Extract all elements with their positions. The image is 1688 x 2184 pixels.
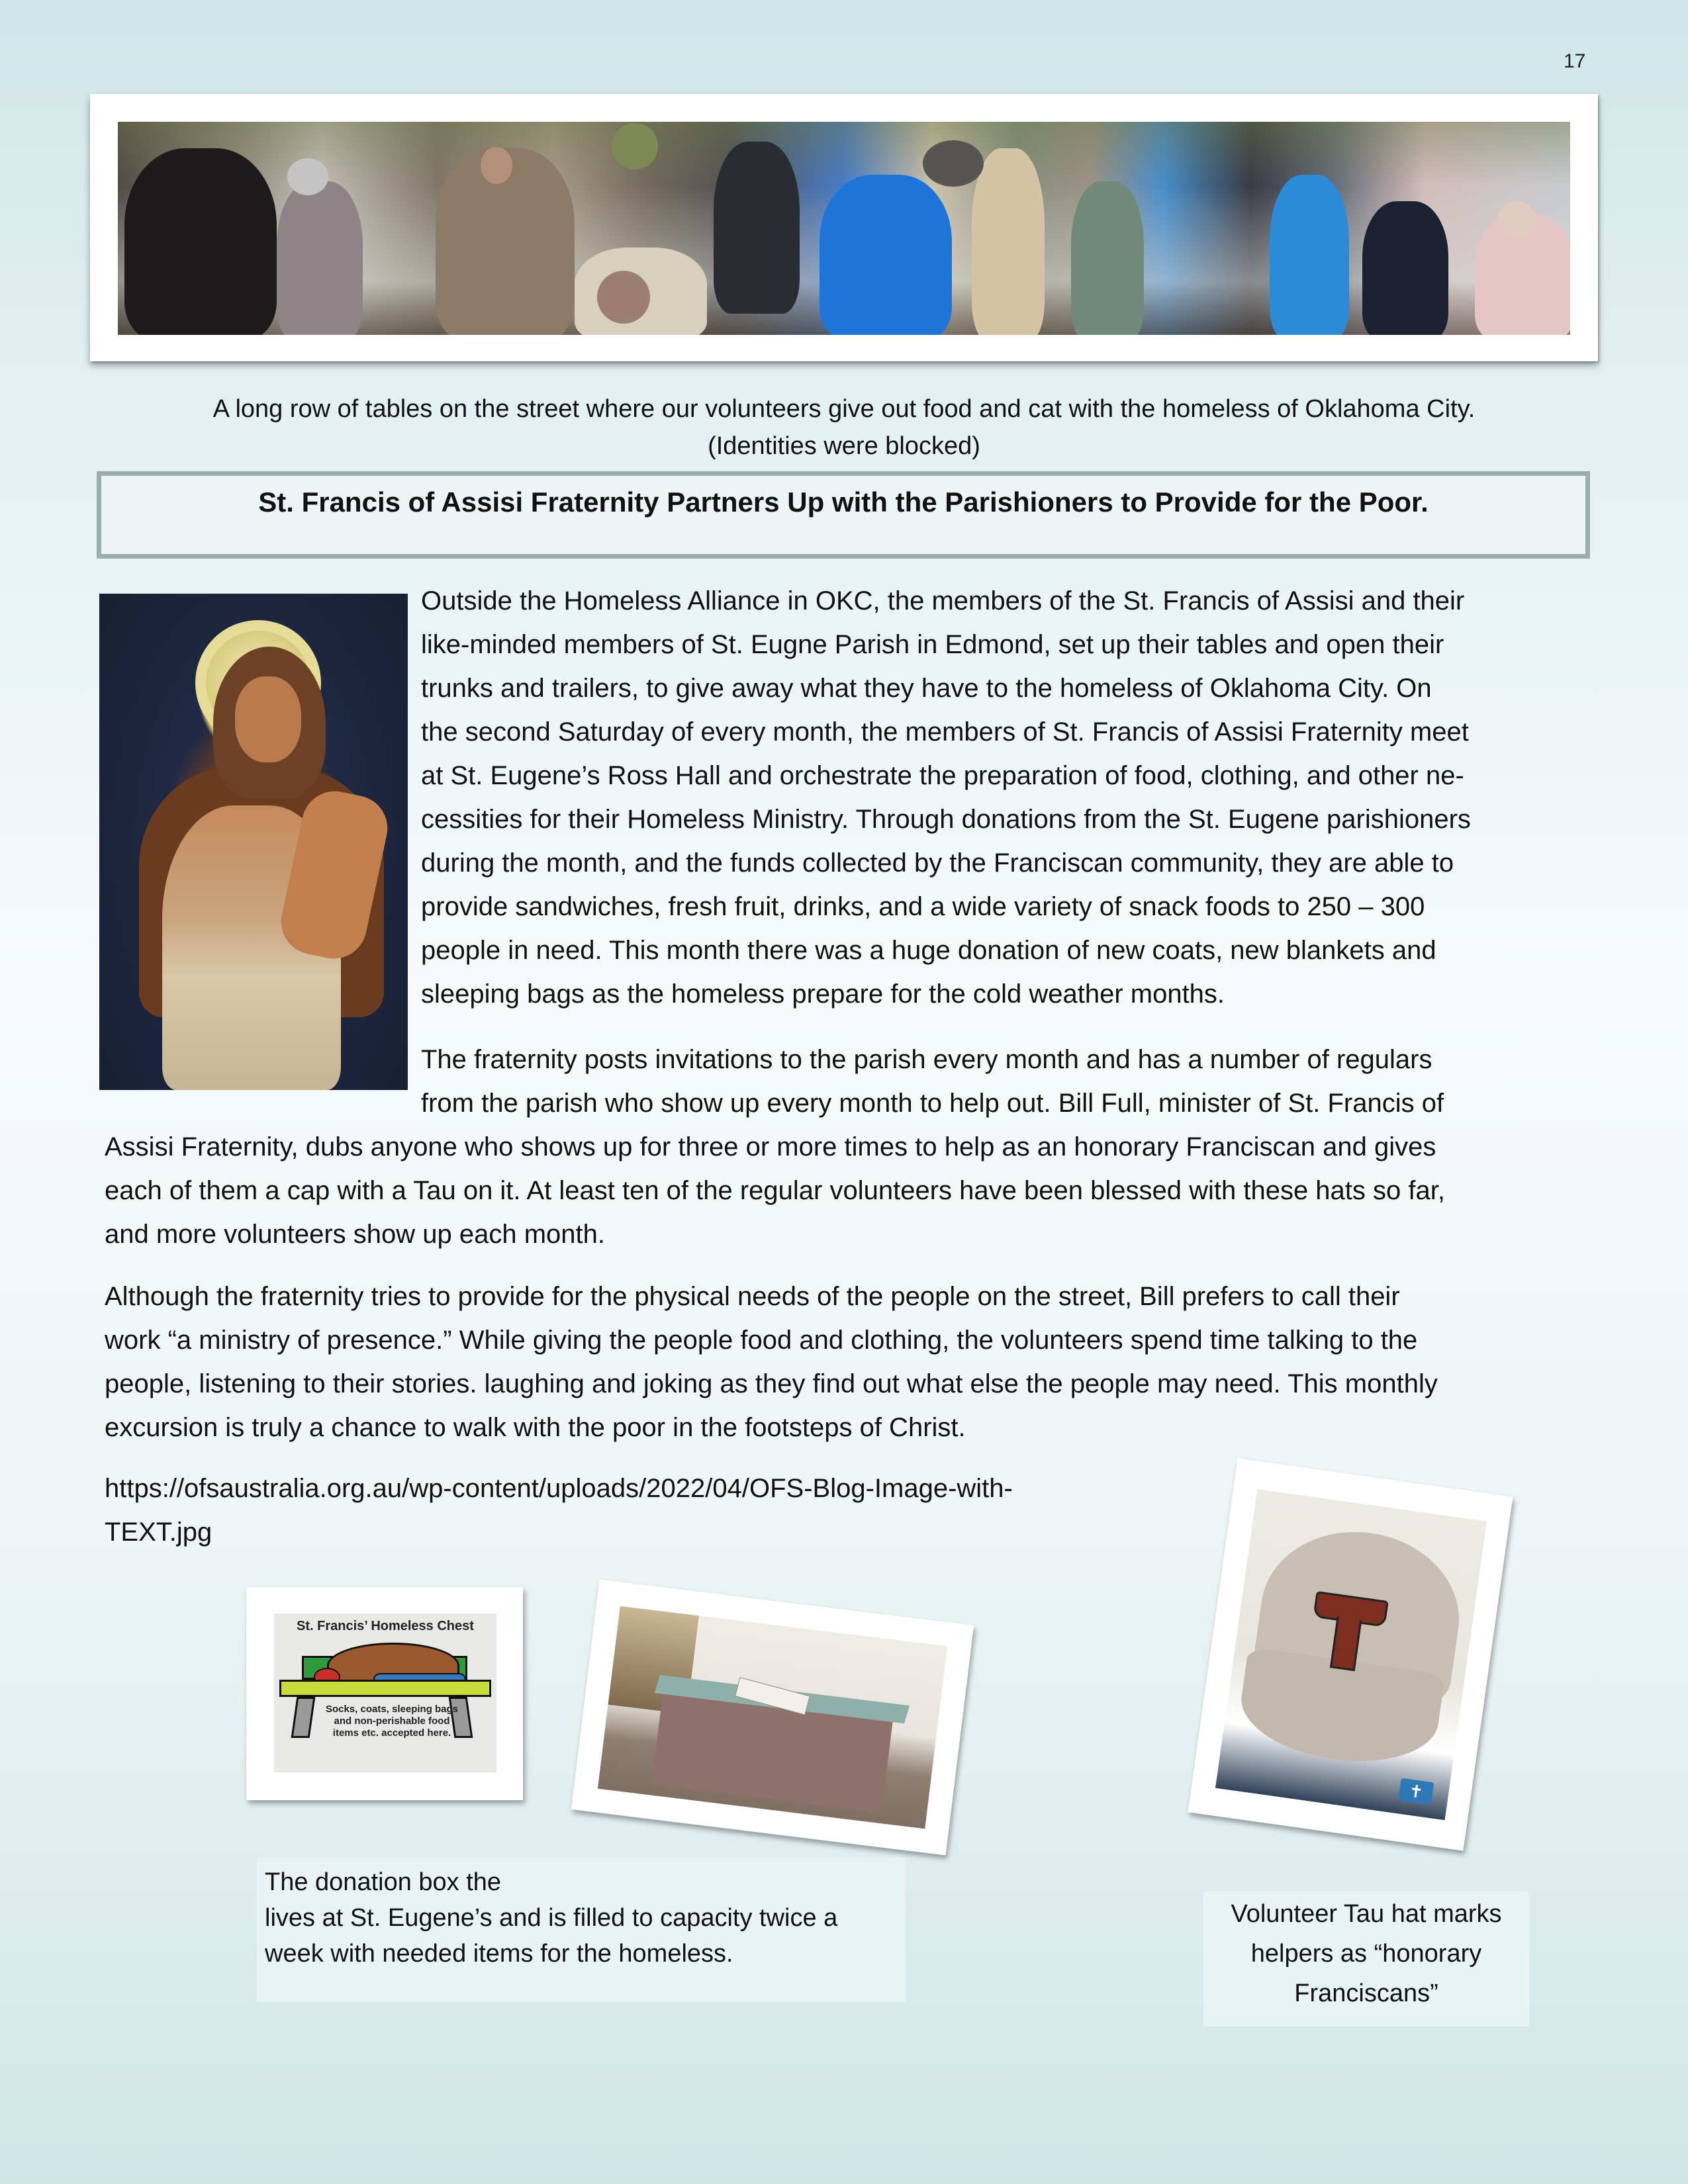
face-blur-2 xyxy=(481,147,512,184)
bench-leg xyxy=(291,1697,316,1738)
paragraph-line: from the parish who show up every month to help out. Bill Full, minister of St. Francis of xyxy=(421,1089,1444,1118)
article-paragraph-1 xyxy=(421,579,1606,1016)
chest-sign-note xyxy=(314,1704,470,1739)
paragraph-line: sleeping bags as the homeless prepare for the cold weather months. xyxy=(421,979,1225,1009)
tau-hat-photo-frame xyxy=(1188,1458,1513,1850)
paragraph-line: Outside the Homeless Alliance in OKC, the members of the St. Francis of Assisi and their xyxy=(421,586,1465,615)
chest-sign-title: St. Francis’ Homeless Chest xyxy=(297,1619,474,1633)
source-url-line: TEXT.jpg xyxy=(105,1518,212,1547)
article-paragraph-2-rest xyxy=(105,1125,1606,1256)
paragraph-line: Assisi Fraternity, dubs anyone who shows up for three or more times to help as an honorary Franciscan and gives xyxy=(105,1132,1436,1161)
sign-note-line: and non-perishable food xyxy=(334,1715,450,1727)
bench-seat xyxy=(279,1680,491,1697)
paragraph-line: Although the fraternity tries to provide for the physical needs of the people on the street, Bill prefers to call their xyxy=(105,1282,1400,1311)
face-blur-6 xyxy=(1497,201,1536,238)
headline-box xyxy=(97,471,1590,559)
banner-photo xyxy=(118,122,1570,335)
donation-chest-photo-frame xyxy=(571,1580,974,1856)
caption-line: lives at St. Eugene’s and is filled to capacity twice a xyxy=(265,1904,838,1932)
chest-sign-photo-frame xyxy=(246,1587,523,1800)
painting-face xyxy=(235,676,301,762)
paragraph-line: like-minded members of St. Eugne Parish in Edmond, set up their tables and open their xyxy=(421,630,1444,659)
paragraph-line: trunks and trailers, to give away what they have to the homeless of Oklahoma City. On xyxy=(421,674,1432,703)
source-url xyxy=(105,1467,1137,1554)
paragraph-line: and more volunteers show up each month. xyxy=(105,1220,605,1249)
face-blur-3 xyxy=(612,123,658,169)
caption-line: The donation box the xyxy=(265,1868,502,1896)
sign-note-line: items etc. accepted here. xyxy=(332,1727,451,1739)
caption-line: helpers as “honorary xyxy=(1250,1940,1482,1968)
tau-hat-caption xyxy=(1203,1891,1529,2026)
tau-hat-photo xyxy=(1215,1489,1487,1820)
caption-line: week with needed items for the homeless. xyxy=(265,1940,733,1968)
sign-note-line: Socks, coats, sleeping bags xyxy=(325,1704,459,1715)
article-paragraph-2-start xyxy=(421,1038,1606,1125)
caption-line: Franciscans” xyxy=(1294,1979,1438,2007)
paragraph-line: during the month, and the funds collected by the Franciscan community, they are able to xyxy=(421,848,1454,878)
face-blur-4 xyxy=(597,271,650,324)
face-blur-1 xyxy=(287,158,328,195)
paragraph-line: provide sandwiches, fresh fruit, drinks, and a wide variety of snack foods to 250 – 300 xyxy=(421,892,1425,921)
paragraph-line: at St. Eugene’s Ross Hall and orchestrate the preparation of food, clothing, and other ne- xyxy=(421,761,1464,790)
paragraph-line: work “a ministry of presence.” While giving the people food and clothing, the volunteers spend time talking to the xyxy=(105,1326,1418,1355)
page-number: 17 xyxy=(1564,50,1586,72)
banner-photo-frame xyxy=(90,94,1598,361)
paragraph-line: The fraternity posts invitations to the parish every month and has a number of regulars xyxy=(421,1045,1432,1074)
face-blur-5 xyxy=(923,140,984,187)
saint-francis-painting xyxy=(99,594,408,1090)
banner-caption xyxy=(0,390,1688,465)
paragraph-line: each of them a cap with a Tau on it. At least ten of the regular volunteers have been blessed with these hats so far, xyxy=(105,1176,1445,1205)
source-url-line: https://ofsaustralia.org.au/wp-content/uploads/2022/04/OFS-Blog-Image-with- xyxy=(105,1474,1013,1503)
donation-box-caption xyxy=(257,1858,906,2002)
paragraph-line: people, listening to their stories. laughing and joking as they find out what else the people may need. This monthly xyxy=(105,1369,1438,1398)
paragraph-line: cessities for their Homeless Ministry. Through donations from the St. Eugene parishioners xyxy=(421,805,1471,834)
banner-caption-line: A long row of tables on the street where our volunteers give out food and cat with the homeless of Oklahoma City. xyxy=(212,395,1476,423)
paragraph-line: people in need. This month there was a huge donation of new coats, new blankets and xyxy=(421,936,1436,965)
donation-chest-photo xyxy=(598,1606,947,1829)
article-paragraph-3 xyxy=(105,1275,1606,1449)
banner-caption-line: (Identities were blocked) xyxy=(708,432,980,460)
paragraph-line: excursion is truly a chance to walk with the poor in the footsteps of Christ. xyxy=(105,1413,966,1442)
paragraph-line: the second Saturday of every month, the members of St. Francis of Assisi Fraternity meet xyxy=(421,717,1469,747)
cross-logo-icon: ✝ xyxy=(1398,1778,1434,1805)
article-headline: St. Francis of Assisi Fraternity Partners Up with the Parishioners to Provide for the Poor. xyxy=(258,486,1429,518)
chest-sign-photo xyxy=(274,1614,496,1772)
caption-line: Volunteer Tau hat marks xyxy=(1231,1900,1502,1928)
